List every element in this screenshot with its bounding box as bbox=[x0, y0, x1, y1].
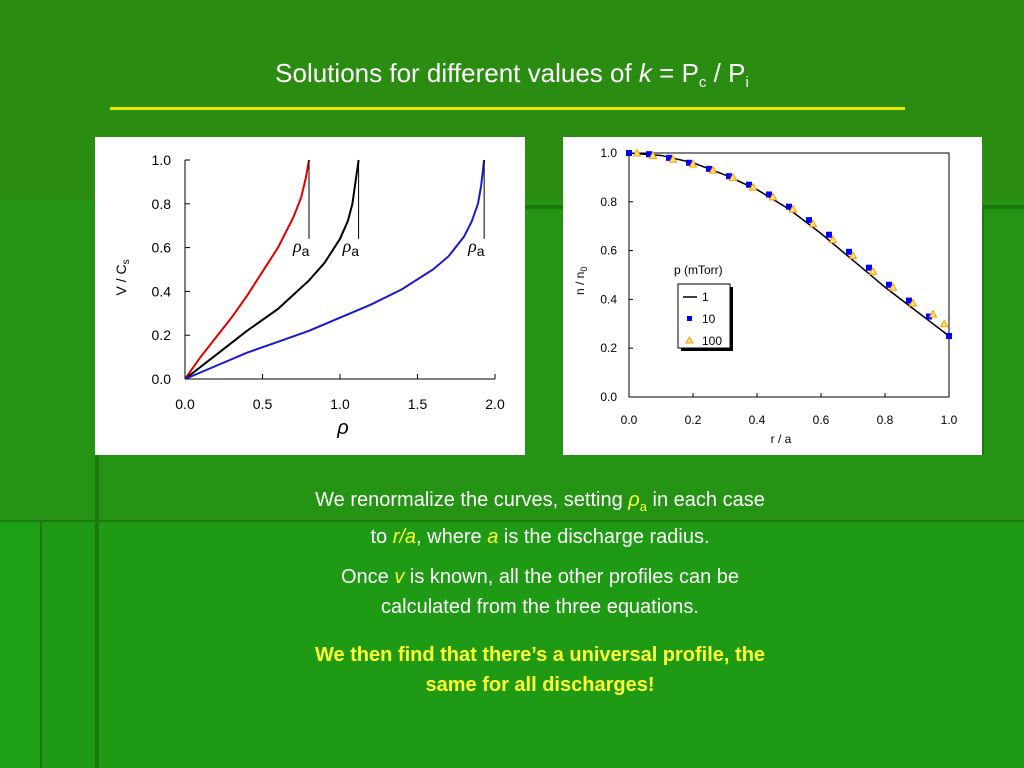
series-line-1 bbox=[629, 153, 949, 336]
point-triangle-100 bbox=[941, 320, 948, 327]
paragraph-universal-profile: We then find that there’s a universal profile, the same for all discharges! bbox=[314, 644, 766, 696]
x-tick-label: 0.2 bbox=[684, 413, 702, 427]
y-tick-label: 0.2 bbox=[151, 327, 171, 344]
point-square-10 bbox=[946, 333, 952, 339]
y-tick-label: 1.0 bbox=[600, 146, 617, 160]
x-tick-label: 0.6 bbox=[812, 413, 830, 427]
x-tick-label: 0.5 bbox=[252, 396, 273, 412]
point-square-10 bbox=[826, 232, 832, 238]
point-square-10 bbox=[806, 217, 812, 223]
legend-title: p (mTorr) bbox=[674, 263, 723, 277]
point-square-10 bbox=[846, 249, 852, 255]
y-tick-label: 0.4 bbox=[600, 292, 617, 307]
x-tick-label: 1.5 bbox=[407, 396, 428, 412]
density-chart-panel bbox=[563, 137, 982, 455]
x-axis-label: ρ bbox=[337, 417, 349, 439]
y-axis-label: n / $n_0$ bbox=[573, 266, 589, 295]
rho-a-label: $\rho_a$ bbox=[342, 235, 360, 259]
background-band-left bbox=[0, 520, 40, 768]
legend-label-100: 100 bbox=[702, 334, 723, 348]
x-axis-label: r / a bbox=[770, 432, 792, 446]
y-tick-label: 0.6 bbox=[600, 243, 617, 258]
background-line bbox=[40, 520, 42, 768]
curve-red bbox=[185, 160, 309, 379]
y-tick-label: 0.8 bbox=[600, 194, 617, 209]
x-tick-label: 1.0 bbox=[330, 396, 350, 412]
curve-black bbox=[185, 160, 359, 379]
x-tick-label: 1.0 bbox=[940, 413, 958, 427]
y-tick-label: 0.8 bbox=[151, 195, 171, 212]
legend-square-swatch bbox=[687, 316, 692, 321]
y-tick-label: 1.0 bbox=[151, 152, 171, 168]
x-tick-label: 2.0 bbox=[485, 396, 505, 412]
y-tick-label: 0.4 bbox=[151, 283, 171, 300]
y-tick-label: 0.0 bbox=[151, 371, 171, 387]
y-tick-label: 0.2 bbox=[600, 341, 617, 356]
velocity-chart-panel bbox=[95, 137, 525, 455]
y-axis-label: V / $C_s$ bbox=[113, 259, 132, 296]
x-tick-label: 0.0 bbox=[620, 413, 638, 427]
title-underline bbox=[110, 107, 905, 110]
rho-a-label: $\rho_a$ bbox=[293, 235, 310, 259]
y-tick-label: 0.6 bbox=[151, 239, 171, 256]
curve-blue bbox=[185, 160, 484, 379]
density-chart bbox=[563, 137, 982, 455]
legend-label-1: 1 bbox=[702, 290, 709, 304]
x-tick-label: 0.0 bbox=[175, 396, 195, 412]
x-tick-label: 0.4 bbox=[748, 413, 766, 427]
velocity-chart bbox=[95, 137, 525, 455]
rho-a-label: $\rho_a$ bbox=[468, 235, 485, 259]
paragraph-renormalize: We renormalize the curves, setting $\rho_a$ in each case to r/a, where a is the discharge radius. bbox=[315, 489, 765, 548]
point-square-10 bbox=[626, 150, 632, 156]
legend-label-10: 10 bbox=[702, 312, 716, 326]
point-square-10 bbox=[866, 265, 872, 271]
x-tick-label: 0.8 bbox=[876, 413, 894, 427]
y-tick-label: 0.0 bbox=[600, 390, 617, 404]
background-line bbox=[95, 455, 99, 768]
paragraph-once-v-known: Once v is known, all the other profiles can be calculated from the three equations. bbox=[340, 566, 739, 618]
slide-title: Solutions for different values of $k = P_c / P_i$ bbox=[275, 58, 749, 91]
